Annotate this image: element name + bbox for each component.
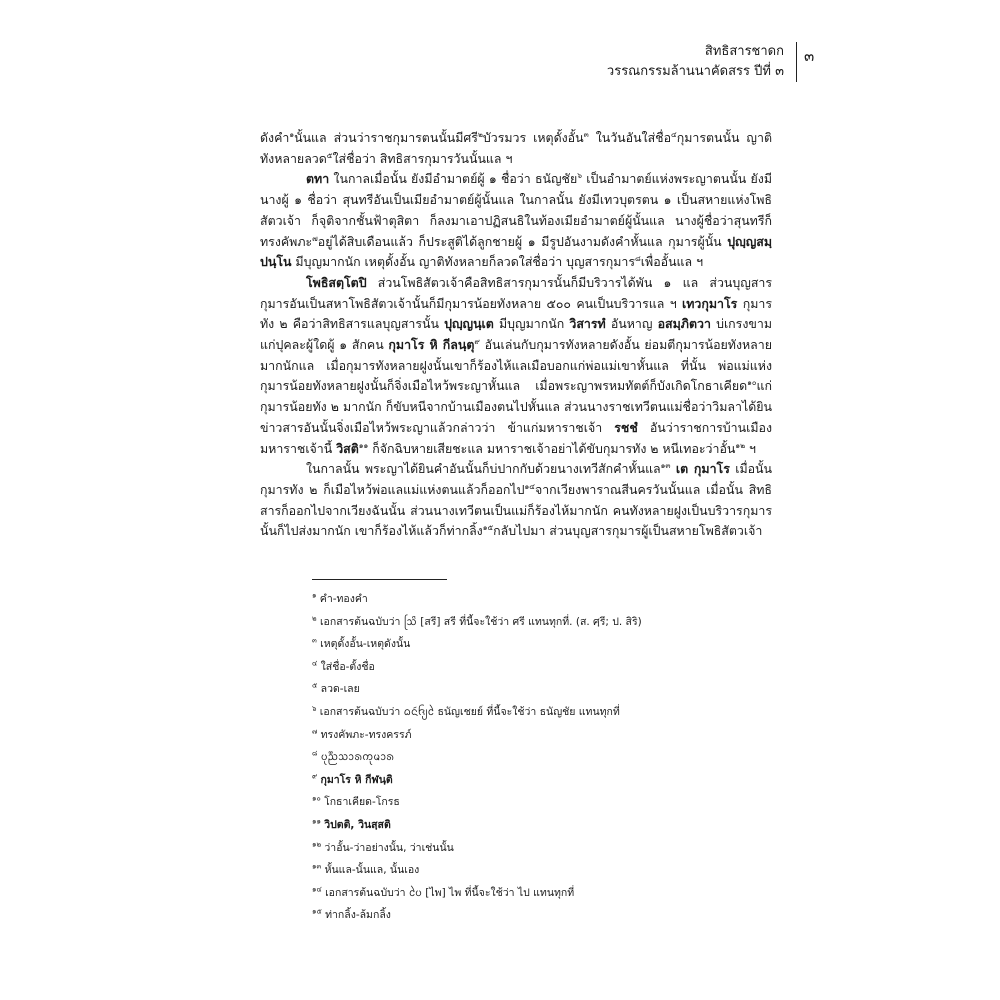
footnote-number: ๓ [312,636,317,645]
footnote-ref[interactable]: ๑๕ [482,523,494,533]
footnote-ref[interactable]: ๑ [289,129,295,139]
footnote-number: ๑ [312,591,317,600]
footnote-text: เอกสารต้นฉบับว่า ᨵᨶᩢᨪ᩠ᨿᩱ ธนัญเชยย์ ที่นี้จะใช้ว่า ธนัญชัย แทนทุกที่ [319,705,620,718]
pali-term: วิสติ [336,440,359,456]
paragraph-2: ตทา ในกาลเมื่อนั้น ยังมีอำมาตย์ผู้ ๑ ชื่อว่า ธนัญชัย$^๖$ เป็นอำมาตย์แห่งพระญาตนนั้น ยังมีนางผู้ ๑ ชื่อว่า สุนทรีอันเป็นเมียอำมาตย์ผู้นั้นแล ในกาลนั้น ยังมีเทวบุตรตน ๑ เป็นสหายแห่งโพธิสัตวเจ้า ก็จุติจากชั้นฟ้าตุสิตา ก็ลงมาเอาปฏิสนธิในท้องเมียอำมาตย์ผู้นั้นแล นางผู้ชื่อว่าสุนทรีก็ทรงคัพภะ$^๗$อยู่ได้สิบเดือนแล้ว ก็ประสูติได้ลูกชายผู้ ๑ มีรูปอันงามดังคำหั้นแล กุมารผู้นั้น ปุญฺญสมฺปนฺโน มีบุญมากนัก เหตุดั้งอั้น ญาติทังหลายก็ลวดใส่ชื่อว่า บุญสารกุมาร$^๘$เพื่ออั้นแล ฯ [260,171,772,270]
footnote-text: ทรงคัพภะ-ทรงครรภ์ [320,728,412,741]
footnote-text: ลวด-เลย [320,683,360,696]
paragraph-3: โพธิสตฺโตปิ ส่วนโพธิสัตวเจ้าคือสิทธิสารกุมารนั้นก็มีบริวารได้พัน ๑ แล ส่วนบุญสารกุมารอันเป็นสหาโพธิสัตวเจ้านั้นก็มีกุมารน้อยทังหลาย ๕๐๐ คนเป็นบริวารแล ฯ เทวกุมาโร กุมารทัง ๒ คือว่าสิทธิสารแลบุญสารนั้น ปุญฺญนฺเต มีบุญมากนัก วิสารทํ อันหาญ อสมฺภิตวา บ่เกรงขามแก่ปุคละผู้ใดผู้ ๑ สักคน กุมาโร หิ กีลนฺตุ$^๙$ อันเล่นกับกุมารทังหลายดังอั้น ย่อมตีกุมารน้อยทังหลายมากนักแล เมื่อกุมารทังหลายฝูงนั้นเขาก็ร้องไห้แลเมือบอกแก่พ่อแม่เขาหั้นแล ที่นั้น พ่อแม่แห่งกุมารน้อยทังหลายฝูงนั้นก็จิ่งเมือไหว้พระญาหั้นแล เมื่อพระญาพรหมทัตต์ก็บังเกิดโกธาเคียด$^{๑๐}$แก่กุมารน้อยทัง ๒ มากนัก ก็ขับหนีจากบ้านเมืองตนไปหั้นแล ส่วนนางราชเทวีตนแม่ชื่อว่าวิมลาได้ยินข่าวสารอันนั้นจิ่งเมือไหว้พระญาแล้วกล่าวว่า ข้าแก่มหาราชเจ้า รชชํ อันว่าราชการบ้านเมืองมหาราชเจ้านี้ วิสติ$^{๑๑}$ ก็จักฉิบหายเสียชะแล มหาราชเจ้าอย่าได้ขับกุมารทัง ๒ หนีเทอะว่าอั้น$^{๑๒}$ ฯ [260,274,772,456]
footnote [312,746,752,769]
pali-term: โพธิสตฺโตปิ [306,274,367,290]
pali-term: ปุญฺญนฺเต [444,316,494,332]
footnote-number: ๑๑ [312,817,321,826]
footnote-number: ๗ [312,727,318,736]
footnote-ref[interactable]: ๒ [477,129,483,139]
footnote-ref[interactable]: ๑๒ [735,440,746,450]
pali-term: วิสารทํ [569,316,606,332]
footnote-text: เอกสารต้นฉบับว่า ᩈᩕᩦ [สรี] สรี ที่นี้จะใช้ว่า ศรี แทนทุกที่. (ส. ศฺรี; ป. สิริ) [319,615,642,628]
footnote-ref[interactable]: ๑๑ [358,440,369,450]
footnote [312,611,752,634]
footnote [312,656,752,679]
footnote-text: คำ-ทองคำ [319,593,368,605]
series-title: วรรณกรรมล้านนาคัดสรร ปีที่ ๓ [606,64,784,79]
paragraph-1: ดังคำ$^๑$นั้นแล ส่วนว่าราชกุมารตนนั้นมีศรี$^๒$บัวรมวร เหตุดั้งอั้น$^๓$ ในวันอันใส่ชื่อ$^๔$กุมารตนนั้น ญาติทังหลายลวด$^๕$ใส่ชื่อว่า สิทธิสารกุมารวันนั้นแล ฯ [260,129,772,166]
footnote-number: ๑๔ [312,885,322,894]
pali-term: เทวกุมาโร [682,295,738,311]
footnote-ref[interactable]: ๔ [671,129,677,139]
footnote-number: ๔ [312,659,318,668]
footnote-number: ๑๒ [312,840,322,849]
pali-term: ปุญฺญสมฺปนฺโน [260,233,772,270]
footnote-number: ๒ [312,614,317,623]
book-title: สิทธิสารชาดก [704,44,784,59]
footnote-divider [312,579,447,580]
footnote-number: ๖ [312,704,317,713]
footnote-text: เหตุดั้งอั้น-เหตุดังนั้น [320,638,411,651]
pali-term: รชชํ [614,419,638,435]
footnote-text: ว่าอั้น-ว่าอย่างนั้น, ว่าเช่นนั้น [324,841,454,854]
footnote [312,814,752,837]
footnote-ref[interactable]: ๑๐ [747,378,757,388]
footnote [312,882,752,905]
footnote-number: ๑๓ [312,862,322,871]
footnote-text: ท่ากลิ้ง-ล้มกลิ้ง [325,909,391,922]
footnote [312,859,752,882]
footnote [312,837,752,860]
footnote-number: ๑๐ [312,794,321,803]
footnote-ref[interactable]: ๙ [474,336,480,346]
pali-term: อสมฺภิตวา [657,316,711,332]
footnote-ref[interactable]: ๖ [577,171,582,181]
footnote [312,701,752,724]
footnote-ref[interactable]: ๓ [583,129,589,139]
paragraph-4: ในกาลนั้น พระญาได้ยินคำอันนั้นก็บ่ปากกับด้วยนางเทวีสักคำหั้นแล$^{๑๓}$ เต กุมาโร เมื่อนั้นกุมารทัง ๒ ก็เมือไหว้พ่อแลแม่แห่งตนแล้วก็ออกไป$^{๑๔}$จากเวียงพาราณสีนครวันนั้นแล เมื่อนั้น สิทธิสารก็ออกไปจากเวียงฉันนั้น ส่วนนางเทวีตนเป็นแม่ก็ร้องไห้มากนัก คนทังหลายฝูงเป็นบริวารกุมารนั้นก็ไปส่งมากนัก เขาก็ร้องไห้แล้วก็ท่ากลิ้ง$^{๑๕}$กลับไปมา ส่วนบุญสารกุมารผู้เป็นสหายโพธิสัตวเจ้า [260,461,772,539]
footnote-ref[interactable]: ๗ [312,233,318,243]
footnote [312,769,752,792]
footnote [312,904,752,927]
footnote [312,724,752,747]
pali-term: กุมาโร หิ กีลนฺตุ [388,337,475,353]
footnote-text: วิปตติ, วินสฺสติ [324,818,391,831]
footnote-number: ๑๕ [312,907,322,916]
main-text [260,128,772,542]
footnote-text: หั้นแล-นั้นแล, นั้นเอง [324,864,420,877]
footnote-text: เอกสารต้นฉบับว่า ᨷᩱ [ไพ] ไพ ที่นี้จะใช้ว่า ไป แทนทุกที่ [325,886,575,899]
footnote-ref[interactable]: ๘ [635,254,641,264]
footnote [312,678,752,701]
footnote-ref[interactable]: ๑๓ [660,461,671,471]
footnote [312,633,752,656]
page-number: ๓ [804,47,815,65]
footnote-text: โกธาเคียด-โกรธ [324,796,400,809]
footnote-ref[interactable]: ๑๔ [524,481,535,491]
footnote-number: ๕ [312,681,318,690]
footnote-text: ใส่ชื่อ-ตั้งชื่อ [320,660,375,673]
footnote-number: ๘ [312,749,318,758]
footnote [312,588,752,611]
running-header [607,42,797,82]
footnote [312,791,752,814]
pali-term: ตทา [306,171,330,187]
footnote-ref[interactable]: ๕ [326,150,333,160]
footnotes [312,588,752,927]
pali-term: เต กุมาโร [675,461,730,477]
footnote-text: ᨷᩩᨬ᩠ᨬᩈᩣᩁᨠᩩᨾᩣᩁ [320,751,395,764]
footnote-number: ๙ [312,772,318,781]
footnote-text: กุมาโร หิ กีฬนฺติ [320,773,393,786]
